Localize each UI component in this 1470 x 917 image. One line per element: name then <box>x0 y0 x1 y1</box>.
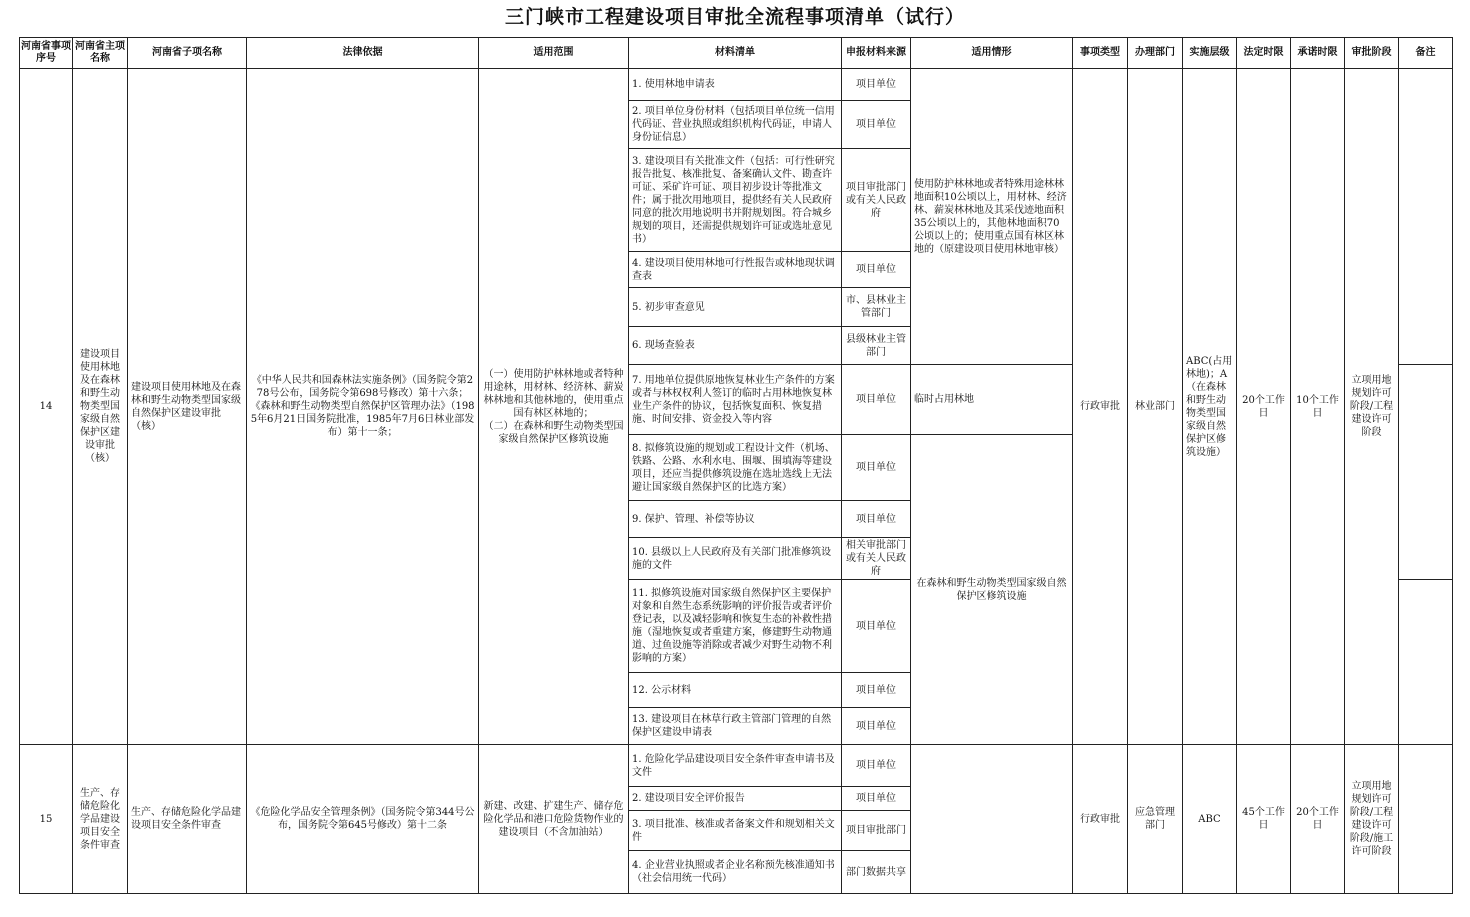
item-seq: 15 <box>20 745 73 894</box>
table-row <box>20 745 1453 787</box>
header-cell: 适用范围 <box>479 38 629 69</box>
header-cell: 材料清单 <box>629 38 842 69</box>
promise-limit: 10个工作日 <box>1291 69 1345 745</box>
material-source: 项目单位 <box>842 365 911 435</box>
header-cell: 事项类型 <box>1073 38 1128 69</box>
header-cell: 备注 <box>1399 38 1453 69</box>
material-item: 1. 危险化学品建设项目安全条件审查申请书及文件 <box>629 745 842 787</box>
material-source: 县级林业主管部门 <box>842 327 911 365</box>
material-item: 3. 建设项目有关批准文件（包括：可行性研究报告批复、核准批复、备案确认文件、勘查许可证、采矿许可证、项目初步设计等批准文件；属于批次用地项目，提供经有关人民政府同意的批次用地说明书并附规划图。符合城乡规划的项目，还需提供规划许可证或选址意见书） <box>629 149 842 252</box>
item-seq: 14 <box>20 69 73 745</box>
header-cell: 实施层级 <box>1183 38 1237 69</box>
material-source: 项目审批部门 <box>842 811 911 851</box>
material-item: 5. 初步审查意见 <box>629 288 842 327</box>
department: 应急管理部门 <box>1128 745 1183 894</box>
item-type: 行政审批 <box>1073 745 1128 894</box>
approval-stage: 立项用地规划许可阶段/工程建设许可阶段/施工许可阶段 <box>1345 745 1399 894</box>
header-cell: 河南省事项序号 <box>20 38 73 69</box>
material-item: 4. 建设项目使用林地可行性报告或林地现状调查表 <box>629 252 842 288</box>
page-title: 三门峡市工程建设项目审批全流程事项清单（试行） <box>504 6 965 28</box>
note-cell <box>1399 69 1453 365</box>
material-item: 1. 使用林地申请表 <box>629 69 842 101</box>
material-item: 12. 公示材料 <box>629 673 842 708</box>
material-item: 7. 用地单位提供原地恢复林业生产条件的方案或者与林权权利人签订的临时占用林地恢复林业生产条件的协议，包括恢复面积、恢复措施、时间安排、资金投入等内容 <box>629 365 842 435</box>
material-item: 3. 项目批准、核准或者备案文件和规划相关文件 <box>629 811 842 851</box>
header-cell: 河南省子项名称 <box>128 38 247 69</box>
sub-item-name: 生产、存储危险化学品建设项目安全条件审查 <box>128 745 247 894</box>
legal-basis: 《危险化学品安全管理条例》（国务院令第344号公布，国务院令第645号修改）第十二条 <box>247 745 479 894</box>
header-cell: 办理部门 <box>1128 38 1183 69</box>
note-cell <box>1399 365 1453 580</box>
material-item: 9. 保护、管理、补偿等协议 <box>629 501 842 538</box>
level: ABC <box>1183 745 1237 894</box>
approval-table <box>19 37 1453 894</box>
material-source: 项目单位 <box>842 580 911 673</box>
material-source: 项目单位 <box>842 708 911 745</box>
material-source: 部门数据共享 <box>842 851 911 894</box>
note-cell <box>1399 745 1453 894</box>
item-type: 行政审批 <box>1073 69 1128 745</box>
material-item: 2. 建设项目安全评价报告 <box>629 787 842 811</box>
legal-basis: 《中华人民共和国森林法实施条例》（国务院令第278号公布，国务院令第698号修改）第十六条； 《森林和野生动物类型自然保护区管理办法》（1985年6月21日国务院批准，1985年7月6日林业部发布）第十一条； <box>247 69 479 745</box>
material-source: 相关审批部门或有关人民政府 <box>842 538 911 580</box>
material-item: 8. 拟修筑设施的规划或工程设计文件（机场、铁路、公路、水利水电、围堰、围填海等建设项目，还应当提供修筑设施在选址选线上无法避让国家级自然保护区的比选方案） <box>629 435 842 501</box>
level: ABC(占用林地)；A（在森林和野生动物类型国家级自然保护区修筑设施） <box>1183 69 1237 745</box>
material-item: 13. 建设项目在林草行政主管部门管理的自然保护区建设申请表 <box>629 708 842 745</box>
scope: （一）使用防护林林地或者特种用途林，用材林、经济林、薪炭林林地和其他林地的，使用重点国有林区林地的； （二）在森林和野生动物类型国家级自然保护区修筑设施 <box>479 69 629 745</box>
material-source: 项目单位 <box>842 745 911 787</box>
header-cell: 适用情形 <box>911 38 1073 69</box>
material-source: 项目单位 <box>842 501 911 538</box>
sub-item-name: 建设项目使用林地及在森林和野生动物类型国家级自然保护区建设审批（核） <box>128 69 247 745</box>
table-row <box>20 69 1453 101</box>
legal-limit: 45个工作日 <box>1237 745 1291 894</box>
header-cell: 审批阶段 <box>1345 38 1399 69</box>
condition: 在森林和野生动物类型国家级自然保护区修筑设施 <box>911 435 1073 745</box>
material-source: 项目单位 <box>842 252 911 288</box>
material-source: 项目单位 <box>842 101 911 149</box>
promise-limit: 20个工作日 <box>1291 745 1345 894</box>
material-source: 项目审批部门或有关人民政府 <box>842 149 911 252</box>
condition <box>911 745 1073 894</box>
scope: 新建、改建、扩建生产、储存危险化学品和港口危险货物作业的建设项目（不含加油站） <box>479 745 629 894</box>
main-item-name: 生产、存储危险化学品建设项目安全条件审查 <box>73 745 128 894</box>
material-source: 项目单位 <box>842 435 911 501</box>
approval-stage: 立项用地规划许可阶段/工程建设许可阶段 <box>1345 69 1399 745</box>
header-cell: 法定时限 <box>1237 38 1291 69</box>
note-cell <box>1399 580 1453 745</box>
material-source: 项目单位 <box>842 69 911 101</box>
header-cell: 河南省主项名称 <box>73 38 128 69</box>
material-item: 6. 现场查验表 <box>629 327 842 365</box>
condition: 使用防护林林地或者特殊用途林林地面积10公顷以上，用材林、经济林、薪炭林林地及其采伐迹地面积35公顷以上的，其他林地面积70公顷以上的；使用重点国有林区林地的（原建设项目使用林地审核） <box>911 69 1073 365</box>
material-source: 项目单位 <box>842 787 911 811</box>
header-cell: 法律依据 <box>247 38 479 69</box>
material-source: 市、县林业主管部门 <box>842 288 911 327</box>
header-cell: 申报材料来源 <box>842 38 911 69</box>
department: 林业部门 <box>1128 69 1183 745</box>
header-cell: 承诺时限 <box>1291 38 1345 69</box>
material-item: 11. 拟修筑设施对国家级自然保护区主要保护对象和自然生态系统影响的评价报告或者评价登记表，以及减轻影响和恢复生态的补救性措施（湿地恢复或者重建方案，修建野生动物通道、过鱼设施等消除或者减少对野生动物不利影响的方案） <box>629 580 842 673</box>
legal-limit: 20个工作日 <box>1237 69 1291 745</box>
material-item: 2. 项目单位身份材料（包括项目单位统一信用代码证、营业执照或组织机构代码证，申请人身份证信息） <box>629 101 842 149</box>
material-item: 10. 县级以上人民政府及有关部门批准修筑设施的文件 <box>629 538 842 580</box>
condition: 临时占用林地 <box>911 365 1073 435</box>
main-item-name: 建设项目使用林地及在森林和野生动物类型国家级自然保护区建设审批（核） <box>73 69 128 745</box>
header-row <box>20 38 1453 69</box>
material-source: 项目单位 <box>842 673 911 708</box>
material-item: 4. 企业营业执照或者企业名称预先核准通知书（社会信用统一代码） <box>629 851 842 894</box>
